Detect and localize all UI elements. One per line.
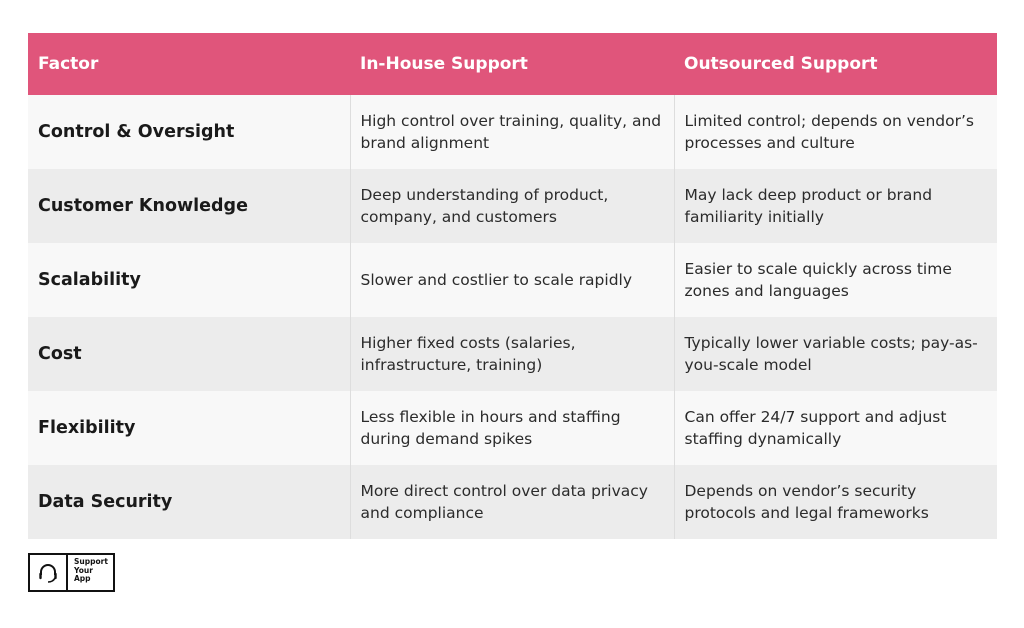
table-row (28, 317, 997, 391)
factor-cell: Scalability (28, 243, 350, 317)
factor-cell: Customer Knowledge (28, 169, 350, 243)
in-house-cell: High control over training, quality, and brand alignment (350, 95, 674, 169)
outsourced-cell: Depends on vendor’s security protocols and legal frameworks (674, 465, 997, 539)
headset-icon (36, 561, 60, 585)
header-in-house-support: In-House Support (350, 33, 674, 95)
outsourced-cell: May lack deep product or brand familiarity initially (674, 169, 997, 243)
in-house-cell: Slower and costlier to scale rapidly (350, 243, 674, 317)
table-body (28, 95, 997, 539)
support-your-app-logo (28, 553, 115, 592)
header-outsourced-support: Outsourced Support (674, 33, 997, 95)
header-factor: Factor (28, 33, 350, 95)
table-row (28, 465, 997, 539)
in-house-cell: Deep understanding of product, company, and customers (350, 169, 674, 243)
factor-cell: Data Security (28, 465, 350, 539)
factor-cell: Control & Oversight (28, 95, 350, 169)
logo-mark (30, 555, 68, 590)
table-row (28, 391, 997, 465)
logo-text-line: Your (74, 565, 93, 575)
table-header (28, 33, 997, 95)
outsourced-cell: Typically lower variable costs; pay-as-you-scale model (674, 317, 997, 391)
in-house-cell: Less flexible in hours and staffing during demand spikes (350, 391, 674, 465)
header-row (28, 33, 997, 95)
table-row (28, 95, 997, 169)
outsourced-cell: Can offer 24/7 support and adjust staffing dynamically (674, 391, 997, 465)
table-row (28, 243, 997, 317)
logo-text (68, 555, 113, 590)
logo-text-line: App (74, 574, 91, 583)
factor-cell: Flexibility (28, 391, 350, 465)
comparison-table (28, 33, 997, 539)
outsourced-cell: Easier to scale quickly across time zones and languages (674, 243, 997, 317)
in-house-cell: More direct control over data privacy and compliance (350, 465, 674, 539)
outsourced-cell: Limited control; depends on vendor’s processes and culture (674, 95, 997, 169)
in-house-cell: Higher fixed costs (salaries, infrastructure, training) (350, 317, 674, 391)
logo-text-line: Support (74, 557, 108, 566)
factor-cell: Cost (28, 317, 350, 391)
table-row (28, 169, 997, 243)
